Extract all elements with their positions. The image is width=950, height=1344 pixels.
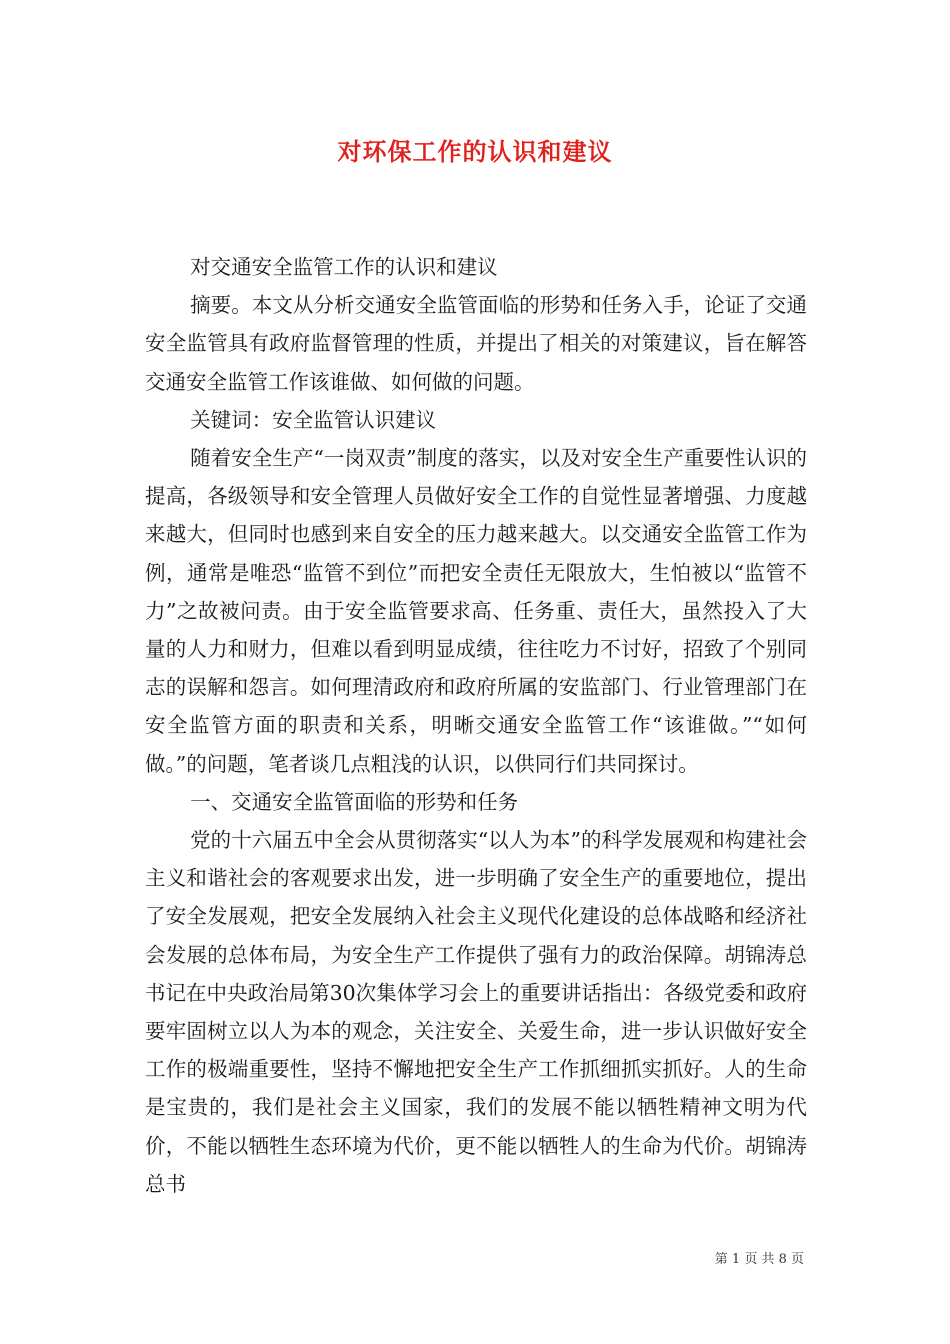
- abstract-paragraph: 摘要。本文从分析交通安全监管面临的形势和任务入手，论证了交通安全监管具有政府监督管理的性质，并提出了相关的对策建议，旨在解答交通安全监管工作该谁做、如何做的问题。: [145, 293, 807, 394]
- keywords-paragraph: 关键词：安全监管认识建议: [190, 407, 437, 432]
- section-paragraph: 党的十六届五中全会从贯彻落实“以人为本”的科学发展观和构建社会主义和谐社会的客观要求出发，进一步明确了安全生产的重要地位，提出了安全发展观，把安全发展纳入社会主义现代化建设的总体战略和经济社会发展的总体布局，为安全生产工作提供了强有力的政治保障。胡锦涛总书记在中央政治局第30次集体学习会上的重要讲话指出：各级党委和政府要牢固树立以人为本的观念，关注安全、关爱生命，进一步认识做好安全工作的极端重要性，坚持不懈地把安全生产工作抓细抓实抓好。人的生命是宝贵的，我们是社会主义国家，我们的发展不能以牺牲精神文明为代价，不能以牺牲生态环境为代价，更不能以牺牲人的生命为代价。胡锦涛总书: [145, 828, 807, 1196]
- page-footer: [715, 1248, 804, 1267]
- document-title: 对环保工作的认识和建议: [337, 137, 613, 166]
- subtitle-paragraph: 对交通安全监管工作的认识和建议: [190, 255, 498, 279]
- section-heading: 一、交通安全监管面临的形势和任务: [190, 789, 519, 814]
- page-number: 第 1 页 共 8 页: [714, 1252, 804, 1267]
- intro-paragraph: 随着安全生产“一岗双责”制度的落实，以及对安全生产重要性认识的提高，各级领导和安全管理人员做好安全工作的自觉性显著增强、力度越来越大，但同时也感到来自安全的压力越来越大。以交通安全监管工作为例，通常是唯恐“监管不到位”而把安全责任无限放大，生怕被以“监管不力”之故被问责。由于安全监管要求高、任务重、责任大，虽然投入了大量的人力和财力，但难以看到明显成绩，往往吃力不讨好，招致了个别同志的误解和怨言。如何理清政府和政府所属的安监部门、行业管理部门在安全监管方面的职责和关系，明晰交通安全监管工作“该谁做。”“如何做。”的问题，笔者谈几点粗浅的认识，以供同行们共同探讨。: [145, 446, 807, 776]
- document-body: [145, 248, 807, 1203]
